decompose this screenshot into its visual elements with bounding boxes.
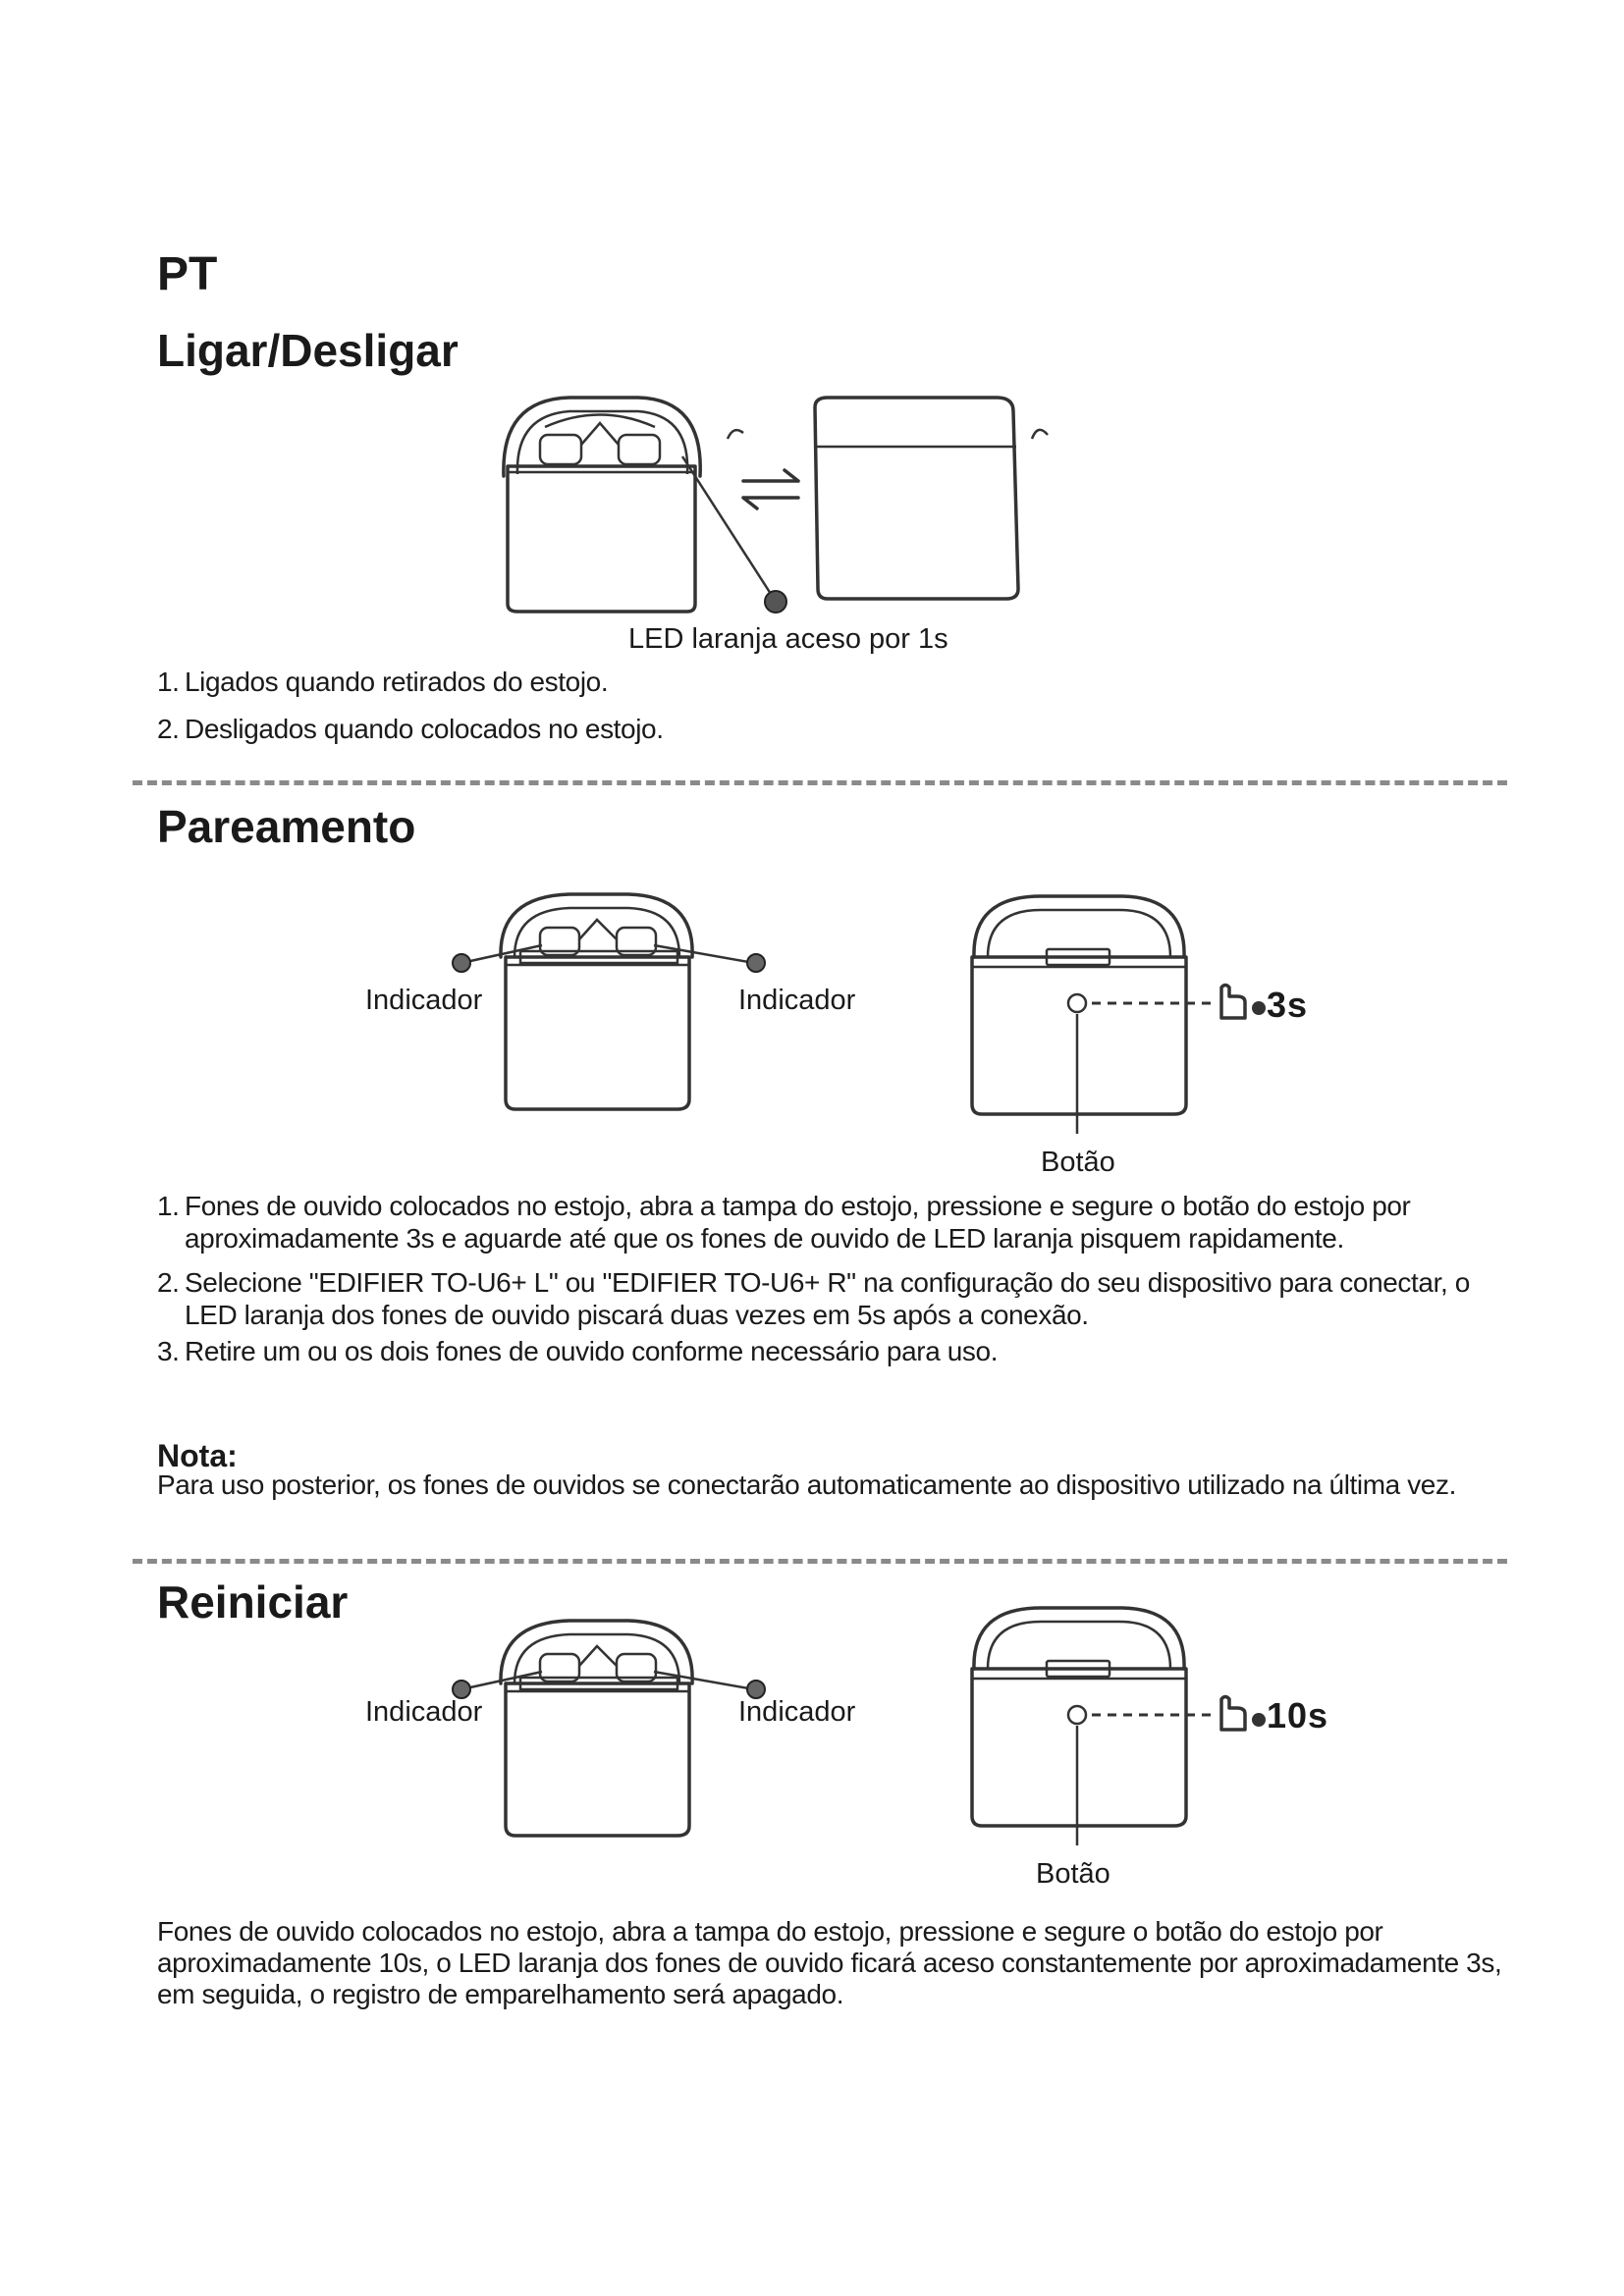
- section-title-power: Ligar/Desligar: [157, 325, 459, 376]
- power-steps-list: [157, 666, 1512, 745]
- pairing-button-case-illustration: [952, 888, 1309, 1144]
- section-divider: [133, 1559, 1507, 1564]
- reset-instructions: Fones de ouvido colocados no estojo, abra a tampa do estojo, pressione e segure o botão do estojo por aproximadamente 10s, o LED laranja dos fones de ouvido ficará aceso constantemente por aproximadamente 3s, em seguida, o registro de emparelhamento será apagado.: [157, 1916, 1502, 2009]
- list-item: 1. Fones de ouvido colocados no estojo, abra a tampa do estojo, pressione e segure o botão do estojo por aproximadamente 3s e aguarde até que os fones de ouvido de LED laranja pisquem rapidamente.: [157, 1191, 1411, 1254]
- swap-arrows-icon: [743, 470, 798, 508]
- note-title: Nota:: [157, 1438, 238, 1473]
- note-text: Para uso posterior, os fones de ouvidos se conectarão automaticamente ao dispositivo utilizado na última vez.: [157, 1469, 1456, 1500]
- finger-press-icon: [1221, 1697, 1245, 1731]
- section-title-pairing: Pareamento: [157, 801, 416, 852]
- earbuds-case-open-icon: [501, 1621, 692, 1836]
- led-dot-icon: [747, 954, 765, 972]
- power-illustration: [486, 388, 1075, 633]
- hold-time-label: 10s: [1267, 1695, 1329, 1735]
- reset-button-case-illustration: [952, 1600, 1306, 1855]
- pairing-steps-list: [157, 1190, 1512, 1367]
- earbuds-case-open-icon: [501, 894, 692, 1109]
- indicator-label-right: Indicador: [738, 985, 856, 1016]
- led-caption: LED laranja aceso por 1s: [628, 623, 948, 655]
- reset-open-case-illustration: [432, 1615, 785, 1850]
- list-item: 3. Retire um ou os dois fones de ouvido conforme necessário para uso.: [157, 1336, 999, 1366]
- section-title-reset: Reiniciar: [157, 1576, 349, 1628]
- led-dot-icon: [1252, 1001, 1266, 1015]
- earbuds-case-open-icon: [504, 398, 786, 613]
- language-code: PT: [157, 248, 218, 300]
- earbuds-case-closed-icon: [972, 896, 1186, 1114]
- finger-press-icon: [1221, 986, 1245, 1019]
- led-dot-icon: [1252, 1713, 1266, 1727]
- earbuds-case-closed-icon: [972, 1608, 1186, 1826]
- list-item: 1. Ligados quando retirados do estojo.: [157, 667, 609, 697]
- earbuds-case-closed-icon: [815, 398, 1048, 599]
- indicator-label-left: Indicador: [365, 1696, 483, 1728]
- indicator-label-right: Indicador: [738, 1696, 856, 1728]
- button-label: Botão: [1036, 1858, 1110, 1890]
- led-dot-icon: [453, 954, 470, 972]
- indicator-label-left: Indicador: [365, 985, 483, 1016]
- section-divider: [133, 780, 1507, 785]
- pairing-open-case-illustration: [432, 888, 785, 1124]
- list-item: 2. Desligados quando colocados no estojo.: [157, 714, 664, 744]
- list-item: 2. Selecione "EDIFIER TO-U6+ L" ou "EDIFIER TO-U6+ R" na configuração do seu dispositivo para conectar, o LED laranja dos fones de ouvido piscará duas vezes em 5s após a conexão.: [157, 1267, 1470, 1330]
- hold-time-label: 3s: [1267, 985, 1309, 1025]
- button-label: Botão: [1041, 1147, 1115, 1178]
